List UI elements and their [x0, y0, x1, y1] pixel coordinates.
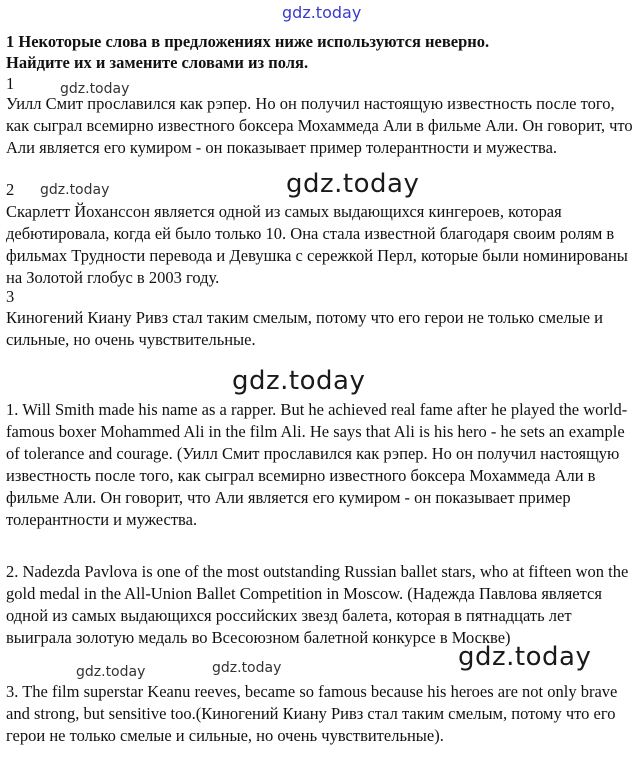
task-title-line-1: 1 Некоторые слова в предложениях ниже используются неверно. — [6, 32, 490, 51]
watermark-big-1: gdz.today — [286, 169, 420, 199]
answer-3: 3. The film superstar Keanu reeves, became so famous because his heroes are not only brave and strong, but sensitive too.(Киногений Киану Ривз стал таким смелым, потому что его герои не только смелые и сильные, но очень чувствительные). — [6, 682, 618, 745]
watermark-big-2: gdz.today — [232, 366, 366, 396]
task-title-line-2: Найдите их и замените словами из поля. — [6, 53, 309, 72]
russian-item-2: Скарлетт Йоханссон является одной из самых выдающихся кингероев, которая дебютировала, когда ей было только 10. Она стала известной благодаря своим ролям в фильмах Трудности перевода и Девушка с сережкой Перл, которые были номинированы на Золотой глобус в 2003 году. — [6, 202, 628, 287]
watermark-small-4: gdz.today — [212, 660, 282, 676]
item-number-3: 3 — [6, 287, 15, 306]
watermark-small-3: gdz.today — [76, 664, 146, 680]
watermark-small-2: gdz.today — [40, 182, 110, 198]
watermark-small-1: gdz.today — [60, 81, 130, 97]
item-number-2: 2 — [6, 180, 15, 199]
watermark-big-3: gdz.today — [458, 642, 592, 672]
answer-1: 1. Will Smith made his name as a rapper. But he achieved real fame after he played the world-famous boxer Mohammed Ali in the film Ali. He says that Ali is his hero - he sets an example of tolerance and courage. (Уилл Смит прославился как рэпер. Но он получил настоящую известность после того, как сыграл всемирно известного боксера Мохаммеда Али в фильме Али. Он говорит, что Али является его кумиром - он показывает пример толерантности и мужества. — [6, 400, 628, 529]
watermark-top: gdz.today — [282, 3, 362, 22]
item-number-1: 1 — [6, 74, 15, 93]
answer-2: 2. Nadezda Pavlova is one of the most outstanding Russian ballet stars, who at fifteen won the gold medal in the All-Union Ballet Competition in Moscow. (Надежда Павлова является одной из самых выдающихся российских звезд балета, которая в пятнадцать лет выиграла золотую медаль во Всесоюзном балетной конкурсе в Москве) — [6, 562, 629, 647]
russian-item-3: Киногений Киану Ривз стал таким смелым, потому что его герои не только смелые и сильные, но очень чувствительные. — [6, 308, 603, 349]
task-title — [6, 31, 636, 73]
russian-item-1: Уилл Смит прославился как рэпер. Но он получил настоящую известность после того, как сыграл всемирно известного боксера Мохаммеда Али в фильме Али. Он говорит, что Али является его кумиром - он показывает пример толерантности и мужества. — [6, 94, 633, 157]
